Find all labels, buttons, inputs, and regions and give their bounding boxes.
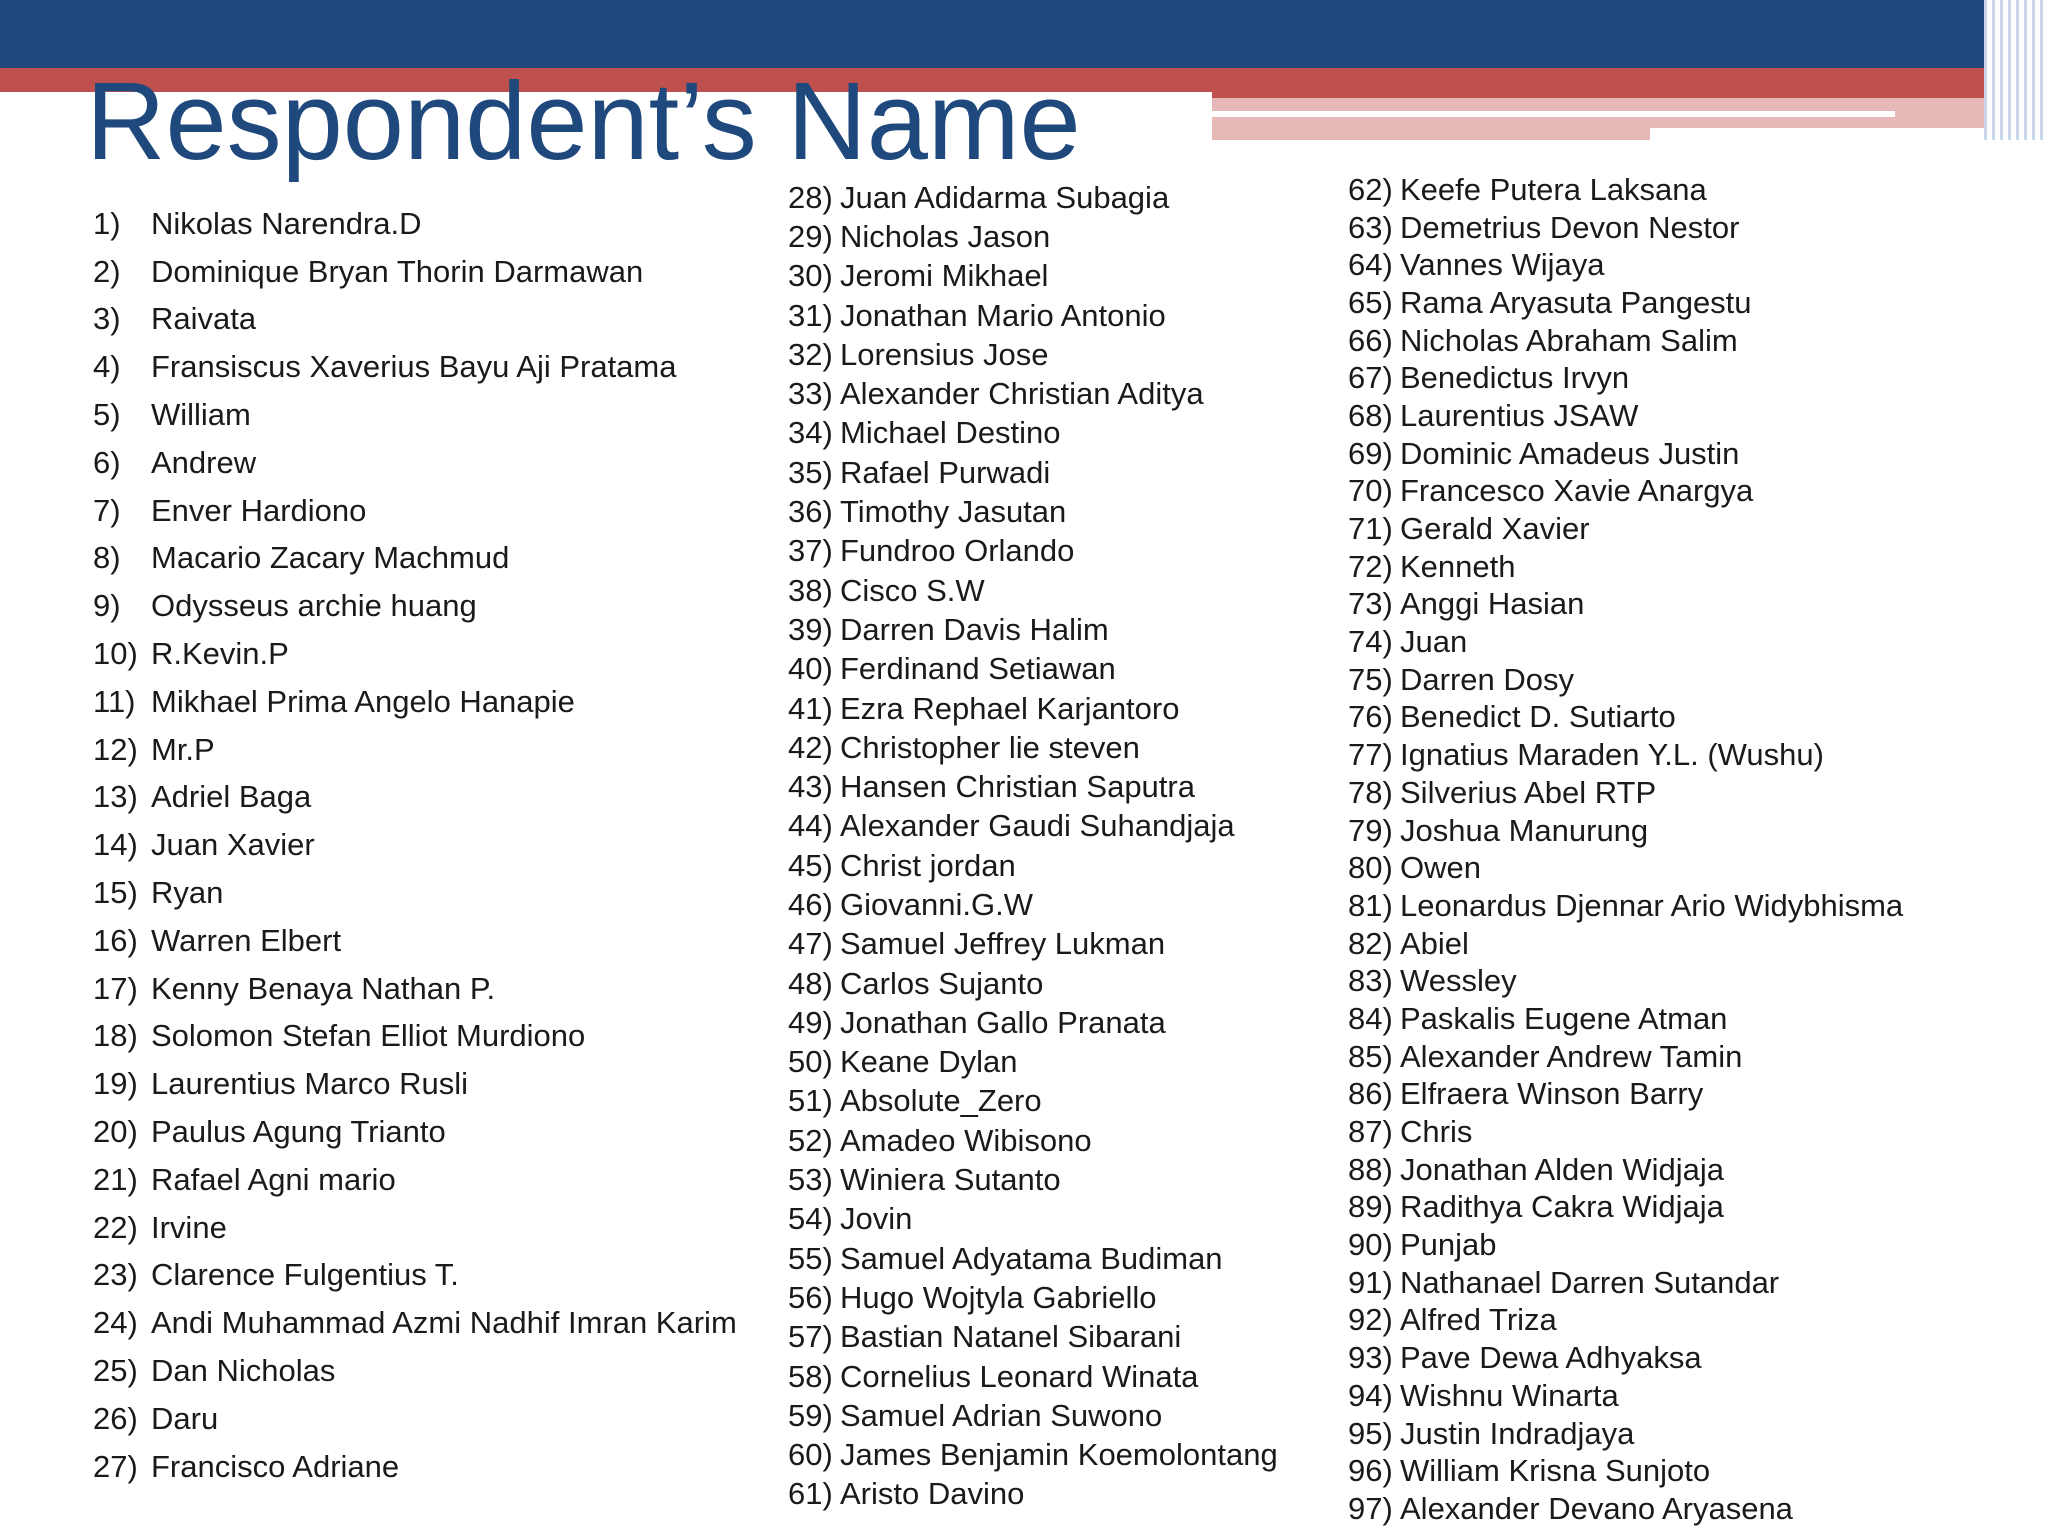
list-item [1348, 1113, 1903, 1151]
respondent-name: Dan Nicholas [151, 1353, 336, 1389]
item-number: 63) [1348, 209, 1393, 245]
list-item [788, 296, 1278, 335]
respondent-name: William [151, 397, 251, 433]
item-number: 20) [93, 1114, 138, 1150]
respondent-name: Samuel Jeffrey Lukman [840, 926, 1166, 962]
decorative-stripes [1984, 0, 2048, 140]
list-item [788, 453, 1278, 492]
list-item [93, 535, 737, 583]
item-number: 80) [1348, 850, 1393, 886]
respondent-name: Keefe Putera Laksana [1400, 171, 1707, 207]
respondent-name: Chris [1400, 1114, 1473, 1150]
respondent-name: Alexander Andrew Tamin [1400, 1038, 1743, 1074]
item-number: 52) [788, 1122, 833, 1158]
list-item [93, 1347, 737, 1395]
item-number: 95) [1348, 1415, 1393, 1451]
respondent-name: Francisco Adriane [151, 1448, 400, 1484]
respondent-name: Paulus Agung Trianto [151, 1114, 446, 1150]
respondent-name: Jonathan Gallo Pranata [840, 1004, 1166, 1040]
item-number: 65) [1348, 284, 1393, 320]
respondent-name: Solomon Stefan Elliot Murdiono [151, 1018, 586, 1054]
item-number: 45) [788, 847, 833, 883]
item-number: 10) [93, 636, 138, 672]
respondent-name: Leonardus Djennar Ario Widybhisma [1400, 887, 1904, 923]
respondent-name: Owen [1400, 850, 1481, 886]
item-number: 75) [1348, 661, 1393, 697]
item-number: 79) [1348, 812, 1393, 848]
item-number: 21) [93, 1161, 138, 1197]
respondent-name: Giovanni.G.W [840, 886, 1033, 922]
item-number: 19) [93, 1066, 138, 1102]
list-item [1348, 1490, 1903, 1528]
respondent-name: Laurentius JSAW [1400, 397, 1639, 433]
list-item [93, 869, 737, 917]
list-item [1348, 209, 1903, 247]
list-item [788, 728, 1278, 767]
item-number: 58) [788, 1358, 833, 1394]
respondent-name: Alexander Gaudi Suhandjaja [840, 808, 1235, 844]
list-item [788, 885, 1278, 924]
item-number: 46) [788, 886, 833, 922]
item-number: 54) [788, 1201, 833, 1237]
list-item [93, 296, 737, 344]
respondent-name: Bastian Natanel Sibarani [840, 1319, 1182, 1355]
list-item [788, 767, 1278, 806]
respondent-name: Francesco Xavie Anargya [1400, 473, 1754, 509]
item-number: 23) [93, 1257, 138, 1293]
list-item [1348, 887, 1903, 925]
item-number: 6) [93, 444, 121, 480]
respondent-name: Juan Adidarma Subagia [840, 179, 1170, 215]
list-item [1348, 171, 1903, 209]
list-item [788, 1318, 1278, 1357]
item-number: 94) [1348, 1377, 1393, 1413]
respondent-name: Christ jordan [840, 847, 1016, 883]
list-item [93, 343, 737, 391]
respondent-name: Cornelius Leonard Winata [840, 1358, 1199, 1394]
item-number: 69) [1348, 435, 1393, 471]
list-item [788, 414, 1278, 453]
list-item [1348, 586, 1903, 624]
respondent-name: Jonathan Alden Widjaja [1400, 1151, 1725, 1187]
list-item [788, 1160, 1278, 1199]
respondent-name: Enver Hardiono [151, 492, 367, 528]
item-number: 4) [93, 349, 121, 385]
list-item [788, 1082, 1278, 1121]
list-item [788, 1121, 1278, 1160]
list-item [1348, 510, 1903, 548]
respondent-name: Benedict D. Sutiarto [1400, 699, 1676, 735]
item-number: 39) [788, 611, 833, 647]
respondent-name: Ezra Rephael Karjantoro [840, 690, 1180, 726]
item-number: 74) [1348, 624, 1393, 660]
item-number: 87) [1348, 1114, 1393, 1150]
list-item [1348, 473, 1903, 511]
list-item [788, 689, 1278, 728]
item-number: 48) [788, 965, 833, 1001]
list-item [788, 335, 1278, 374]
respondent-name: Irvine [151, 1209, 227, 1245]
respondent-name: Aristo Davino [840, 1476, 1025, 1512]
list-item [788, 217, 1278, 256]
respondent-name: Anggi Hasian [1400, 586, 1585, 622]
respondent-name: Nicholas Jason [840, 218, 1051, 254]
respondent-name: Joshua Manurung [1400, 812, 1649, 848]
item-number: 60) [788, 1437, 833, 1473]
list-item [788, 374, 1278, 413]
list-item [788, 1475, 1278, 1514]
item-number: 30) [788, 258, 833, 294]
list-item [93, 582, 737, 630]
item-number: 9) [93, 588, 121, 624]
item-number: 17) [93, 970, 138, 1006]
list-item [1348, 774, 1903, 812]
item-number: 14) [93, 827, 138, 863]
list-item [1348, 699, 1903, 737]
respondent-name: Michael Destino [840, 415, 1061, 451]
list-item [788, 650, 1278, 689]
item-number: 83) [1348, 963, 1393, 999]
item-number: 59) [788, 1397, 833, 1433]
list-item [93, 1252, 737, 1300]
respondent-name: Punjab [1400, 1227, 1497, 1263]
respondent-name: Radithya Cakra Widjaja [1400, 1189, 1724, 1225]
respondent-name: Darren Dosy [1400, 661, 1574, 697]
item-number: 92) [1348, 1302, 1393, 1338]
respondent-name: Alfred Triza [1400, 1302, 1557, 1338]
item-number: 29) [788, 218, 833, 254]
respondent-name: Nikolas Narendra.D [151, 205, 422, 241]
respondent-name: Carlos Sujanto [840, 965, 1044, 1001]
respondent-name: Benedictus Irvyn [1400, 360, 1630, 396]
respondent-name: Kenneth [1400, 548, 1516, 584]
respondent-name: Darren Davis Halim [840, 611, 1109, 647]
list-item [788, 257, 1278, 296]
item-number: 34) [788, 415, 833, 451]
respondent-name: Odysseus archie huang [151, 588, 477, 624]
respondent-name: Vannes Wijaya [1400, 247, 1605, 283]
list-item [93, 1060, 737, 1108]
respondent-name: Dominique Bryan Thorin Darmawan [151, 253, 644, 289]
respondent-name: Jeromi Mikhael [840, 258, 1049, 294]
item-number: 5) [93, 397, 121, 433]
item-number: 22) [93, 1209, 138, 1245]
respondent-name: Lorensius Jose [840, 336, 1049, 372]
list-item [93, 439, 737, 487]
respondent-name: Andi Muhammad Azmi Nadhif Imran Karim [151, 1305, 737, 1341]
list-item [788, 1239, 1278, 1278]
respondent-name: Winiera Sutanto [840, 1162, 1061, 1198]
list-item [93, 678, 737, 726]
item-number: 70) [1348, 473, 1393, 509]
list-item [788, 846, 1278, 885]
item-number: 13) [93, 779, 138, 815]
list-item [1348, 435, 1903, 473]
respondent-name: Daru [151, 1400, 219, 1436]
respondent-name: Hansen Christian Saputra [840, 769, 1195, 805]
item-number: 42) [788, 729, 833, 765]
respondent-list-column-1 [93, 200, 737, 1491]
item-number: 47) [788, 926, 833, 962]
list-item [1348, 1076, 1903, 1114]
respondent-name: Alexander Devano Aryasena [1400, 1490, 1793, 1526]
item-number: 77) [1348, 737, 1393, 773]
respondent-name: Rama Aryasuta Pangestu [1400, 284, 1752, 320]
respondent-name: Warren Elbert [151, 922, 342, 958]
respondent-name: Cisco S.W [840, 572, 985, 608]
list-item [1348, 736, 1903, 774]
item-number: 43) [788, 769, 833, 805]
respondent-name: Gerald Xavier [1400, 511, 1590, 547]
respondent-name: Mikhael Prima Angelo Hanapie [151, 683, 575, 719]
list-item [1348, 925, 1903, 963]
list-item [1348, 962, 1903, 1000]
respondent-name: Jonathan Mario Antonio [840, 297, 1166, 333]
item-number: 91) [1348, 1264, 1393, 1300]
list-item [93, 965, 737, 1013]
respondent-name: Demetrius Devon Nestor [1400, 209, 1740, 245]
respondent-name: Samuel Adrian Suwono [840, 1397, 1163, 1433]
respondent-list-column-2 [788, 178, 1278, 1514]
respondent-name: Wessley [1400, 963, 1517, 999]
header-band-pink-lower [1212, 128, 1650, 140]
list-item [93, 391, 737, 439]
list-item [788, 925, 1278, 964]
item-number: 16) [93, 922, 138, 958]
item-number: 24) [93, 1305, 138, 1341]
list-item [1348, 1000, 1903, 1038]
item-number: 89) [1348, 1189, 1393, 1225]
list-item [93, 248, 737, 296]
item-number: 78) [1348, 774, 1393, 810]
item-number: 31) [788, 297, 833, 333]
list-item [1348, 849, 1903, 887]
list-item [788, 964, 1278, 1003]
list-item [1348, 1377, 1903, 1415]
item-number: 28) [788, 179, 833, 215]
respondent-name: Juan Xavier [151, 827, 315, 863]
list-item [1348, 1189, 1903, 1227]
list-item [788, 532, 1278, 571]
respondent-name: Laurentius Marco Rusli [151, 1066, 469, 1102]
respondent-name: Rafael Agni mario [151, 1161, 396, 1197]
list-item [788, 492, 1278, 531]
respondent-name: Ignatius Maraden Y.L. (Wushu) [1400, 737, 1824, 773]
list-item [788, 178, 1278, 217]
list-item [1348, 1452, 1903, 1490]
item-number: 40) [788, 651, 833, 687]
respondent-name: Amadeo Wibisono [840, 1122, 1092, 1158]
list-item [93, 774, 737, 822]
item-number: 37) [788, 533, 833, 569]
list-item [93, 726, 737, 774]
item-number: 71) [1348, 511, 1393, 547]
respondent-list-column-3 [1348, 171, 1903, 1528]
list-item [93, 200, 737, 248]
respondent-name: R.Kevin.P [151, 636, 289, 672]
list-item [1348, 1151, 1903, 1189]
list-item [1348, 322, 1903, 360]
item-number: 86) [1348, 1076, 1393, 1112]
respondent-name: Elfraera Winson Barry [1400, 1076, 1704, 1112]
respondent-name: Fundroo Orlando [840, 533, 1075, 569]
item-number: 76) [1348, 699, 1393, 735]
list-item [1348, 1226, 1903, 1264]
list-item [93, 917, 737, 965]
list-item [93, 1395, 737, 1443]
list-item [1348, 661, 1903, 699]
item-number: 15) [93, 875, 138, 911]
list-item [93, 821, 737, 869]
item-number: 81) [1348, 887, 1393, 923]
respondent-name: Ferdinand Setiawan [840, 651, 1116, 687]
respondent-name: Keane Dylan [840, 1044, 1018, 1080]
item-number: 8) [93, 540, 121, 576]
list-item [788, 1396, 1278, 1435]
item-number: 82) [1348, 925, 1393, 961]
list-item [93, 487, 737, 535]
list-item [788, 1278, 1278, 1317]
respondent-name: Nathanael Darren Sutandar [1400, 1264, 1780, 1300]
item-number: 67) [1348, 360, 1393, 396]
item-number: 12) [93, 731, 138, 767]
item-number: 64) [1348, 247, 1393, 283]
respondent-name: Nicholas Abraham Salim [1400, 322, 1738, 358]
item-number: 49) [788, 1004, 833, 1040]
item-number: 32) [788, 336, 833, 372]
respondent-name: Rafael Purwadi [840, 454, 1051, 490]
item-number: 90) [1348, 1227, 1393, 1263]
item-number: 1) [93, 205, 121, 241]
item-number: 88) [1348, 1151, 1393, 1187]
list-item [93, 1013, 737, 1061]
item-number: 25) [93, 1353, 138, 1389]
respondent-name: Ryan [151, 875, 224, 911]
list-item [1348, 812, 1903, 850]
item-number: 97) [1348, 1490, 1393, 1526]
item-number: 11) [93, 683, 136, 719]
item-number: 44) [788, 808, 833, 844]
item-number: 38) [788, 572, 833, 608]
item-number: 84) [1348, 1000, 1393, 1036]
item-number: 41) [788, 690, 833, 726]
list-item [1348, 284, 1903, 322]
item-number: 35) [788, 454, 833, 490]
item-number: 57) [788, 1319, 833, 1355]
respondent-name: Mr.P [151, 731, 215, 767]
respondent-name: Macario Zacary Machmud [151, 540, 510, 576]
respondent-name: Fransiscus Xaverius Bayu Aji Pratama [151, 349, 677, 385]
slide-title: Respondent’s Name [86, 60, 1081, 183]
respondent-name: Abiel [1400, 925, 1469, 961]
list-item [1348, 1339, 1903, 1377]
respondent-name: Adriel Baga [151, 779, 312, 815]
respondent-name: Juan [1400, 624, 1468, 660]
list-item [93, 1156, 737, 1204]
respondent-name: Christopher lie steven [840, 729, 1140, 765]
list-item [1348, 623, 1903, 661]
respondent-name: Timothy Jasutan [840, 494, 1067, 530]
item-number: 33) [788, 376, 833, 412]
item-number: 7) [93, 492, 121, 528]
list-item [788, 807, 1278, 846]
item-number: 72) [1348, 548, 1393, 584]
item-number: 93) [1348, 1340, 1393, 1376]
item-number: 36) [788, 494, 833, 530]
list-item [788, 1003, 1278, 1042]
item-number: 53) [788, 1162, 833, 1198]
header-band-blue [0, 0, 2048, 68]
respondent-name: William Krisna Sunjoto [1400, 1453, 1711, 1489]
list-item [93, 1443, 737, 1491]
list-item [1348, 359, 1903, 397]
item-number: 96) [1348, 1453, 1393, 1489]
list-item [93, 1108, 737, 1156]
item-number: 62) [1348, 171, 1393, 207]
list-item [93, 1204, 737, 1252]
item-number: 61) [788, 1476, 833, 1512]
list-item [1348, 1038, 1903, 1076]
respondent-name: Dominic Amadeus Justin [1400, 435, 1740, 471]
respondent-name: Raivata [151, 301, 257, 337]
respondent-name: Samuel Adyatama Budiman [840, 1240, 1223, 1276]
respondent-name: Justin Indradjaya [1400, 1415, 1635, 1451]
list-item [1348, 1415, 1903, 1453]
item-number: 56) [788, 1279, 833, 1315]
respondent-name: James Benjamin Koemolontang [840, 1437, 1278, 1473]
item-number: 3) [93, 301, 121, 337]
respondent-name: Pave Dewa Adhyaksa [1400, 1340, 1702, 1376]
item-number: 50) [788, 1044, 833, 1080]
respondent-name: Alexander Christian Aditya [840, 376, 1204, 412]
item-number: 27) [93, 1448, 138, 1484]
list-item [788, 1043, 1278, 1082]
respondent-name: Jovin [840, 1201, 913, 1237]
header-band-divider [1212, 111, 1895, 117]
item-number: 73) [1348, 586, 1393, 622]
list-item [788, 1357, 1278, 1396]
respondent-name: Hugo Wojtyla Gabriello [840, 1279, 1157, 1315]
list-item [1348, 1264, 1903, 1302]
respondent-name: Andrew [151, 444, 257, 480]
respondent-name: Paskalis Eugene Atman [1400, 1000, 1728, 1036]
item-number: 26) [93, 1400, 138, 1436]
item-number: 18) [93, 1018, 138, 1054]
list-item [1348, 246, 1903, 284]
respondent-name: Silverius Abel RTP [1400, 774, 1657, 810]
respondent-name: Absolute_Zero [840, 1083, 1042, 1119]
item-number: 51) [788, 1083, 833, 1119]
list-item [1348, 397, 1903, 435]
list-item [788, 1200, 1278, 1239]
list-item [788, 1436, 1278, 1475]
item-number: 2) [93, 253, 121, 289]
list-item [93, 1299, 737, 1347]
item-number: 55) [788, 1240, 833, 1276]
item-number: 85) [1348, 1038, 1393, 1074]
list-item [788, 571, 1278, 610]
item-number: 68) [1348, 397, 1393, 433]
respondent-name: Kenny Benaya Nathan P. [151, 970, 496, 1006]
item-number: 66) [1348, 322, 1393, 358]
list-item [1348, 548, 1903, 586]
respondent-name: Wishnu Winarta [1400, 1377, 1619, 1413]
list-item [788, 610, 1278, 649]
list-item [93, 630, 737, 678]
list-item [1348, 1302, 1903, 1340]
respondent-name: Clarence Fulgentius T. [151, 1257, 459, 1293]
